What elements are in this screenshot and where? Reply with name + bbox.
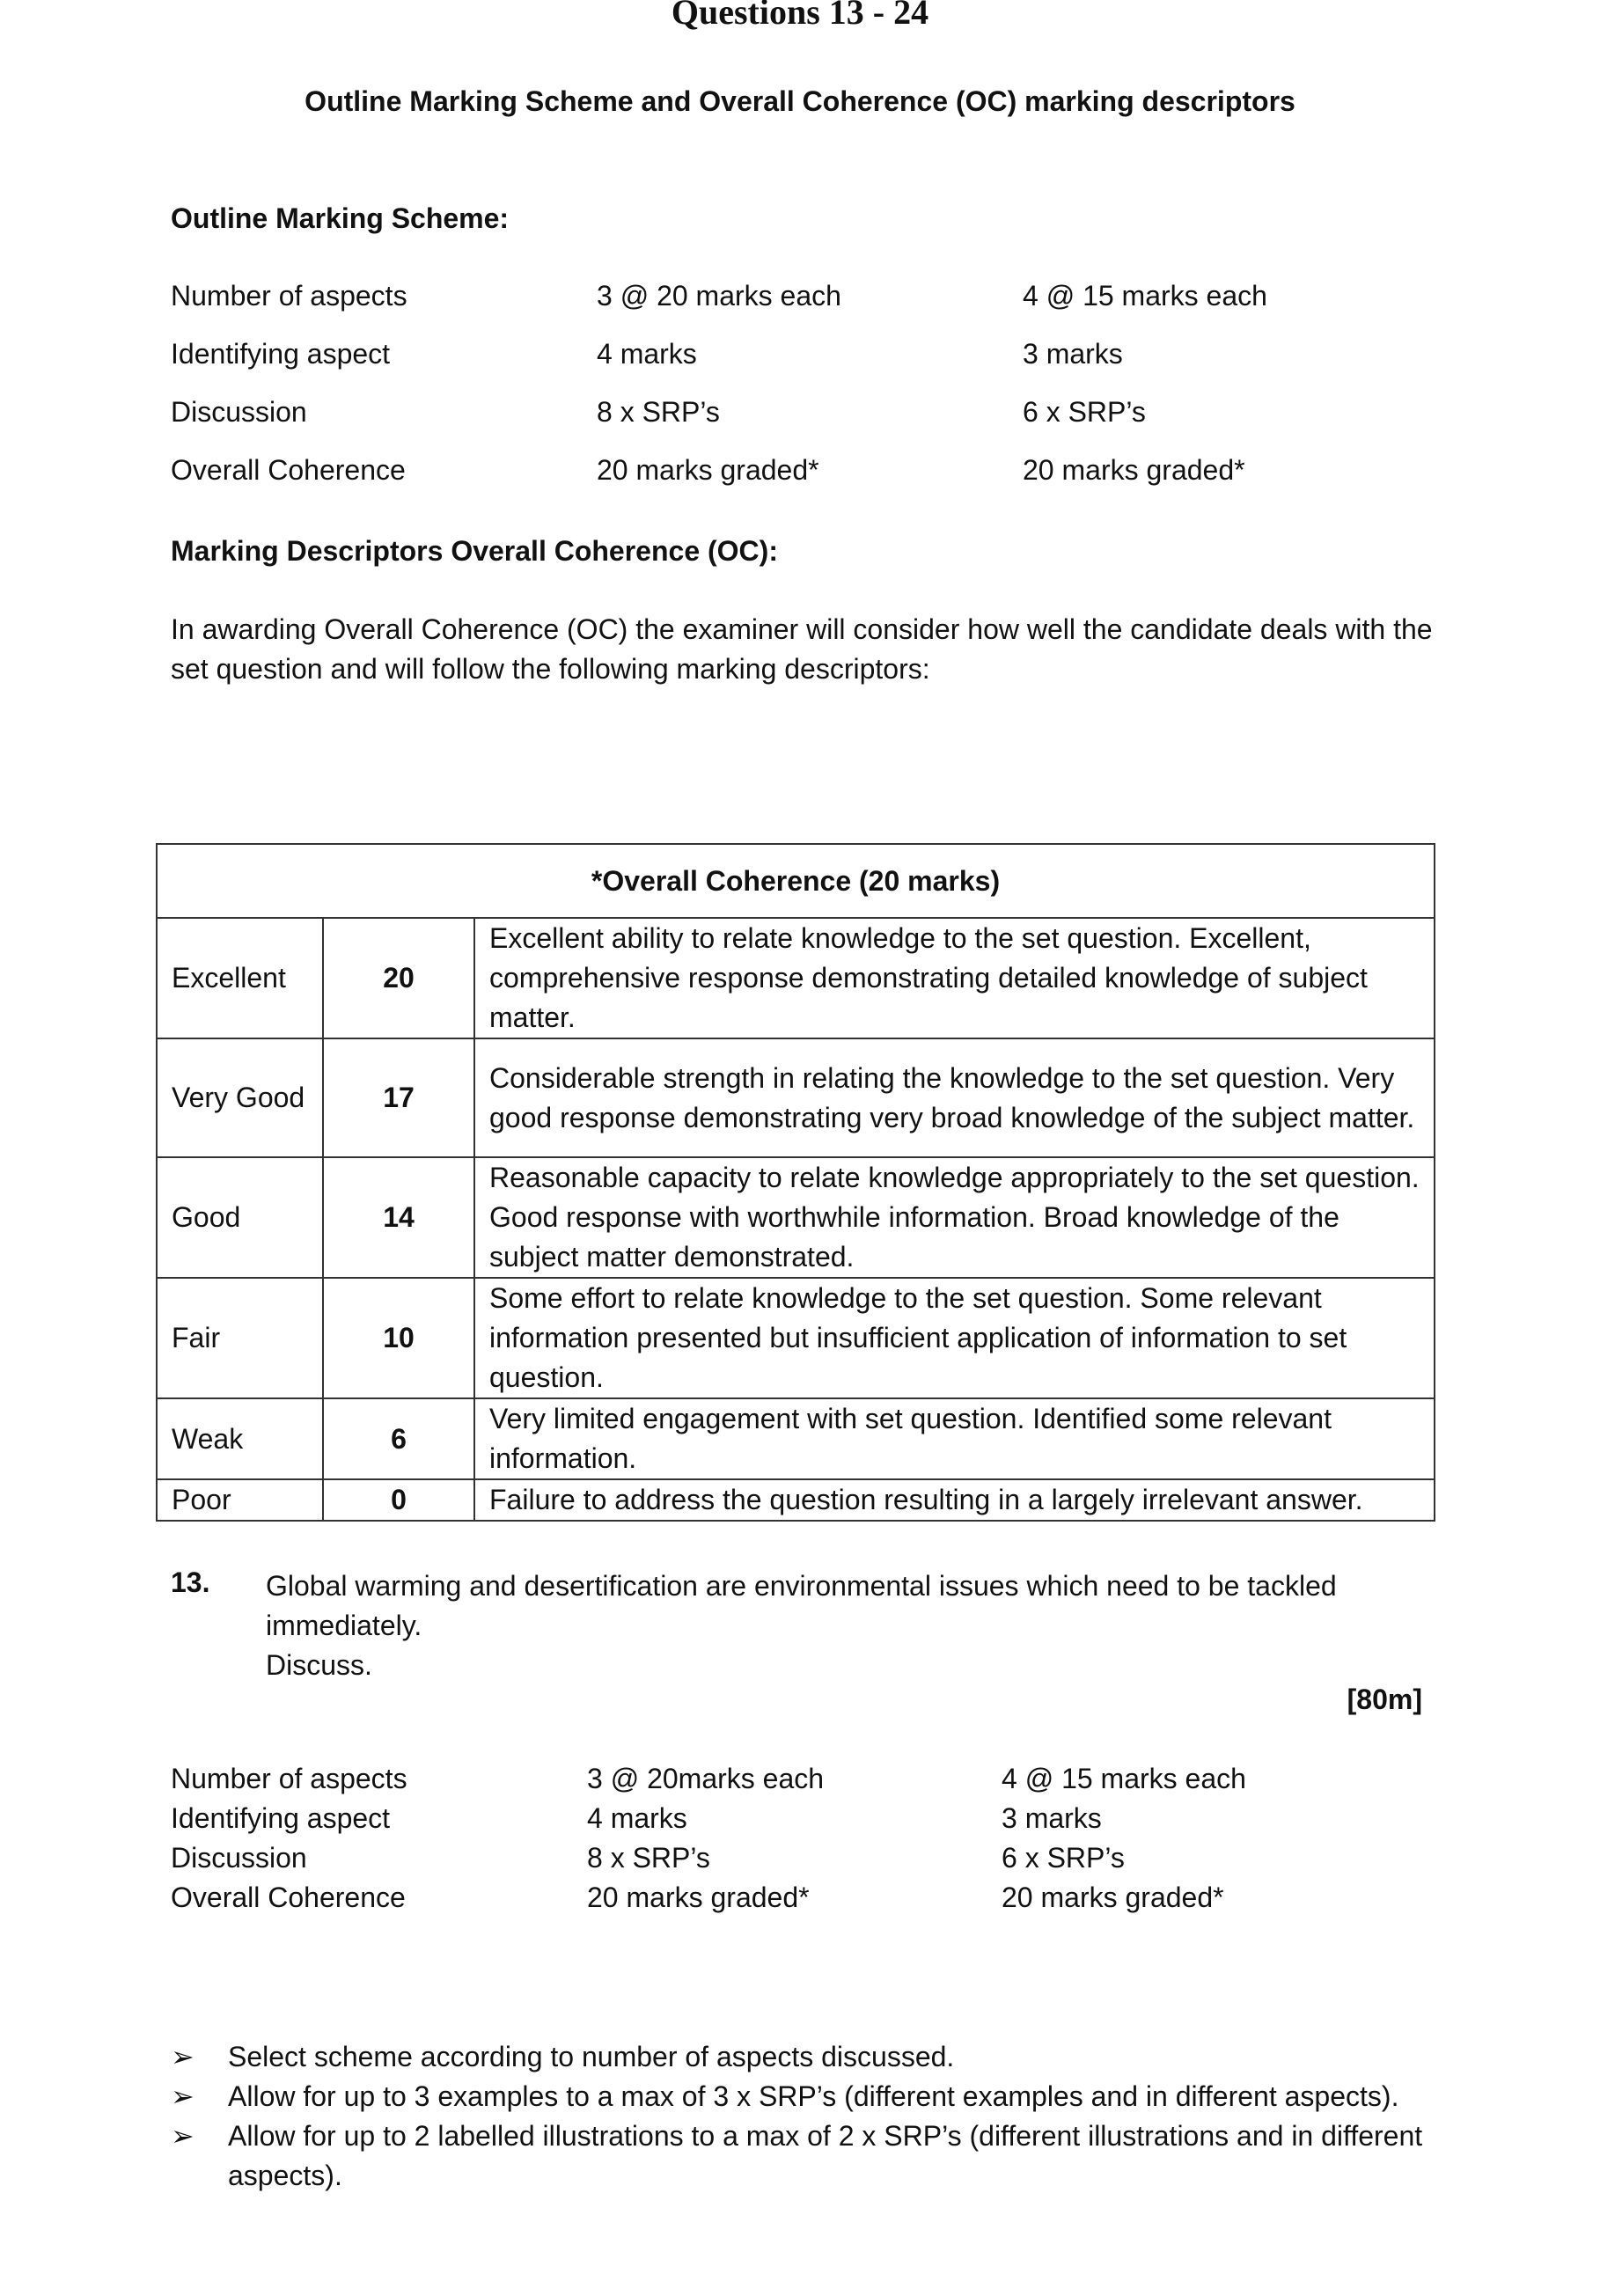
grade-cell: Very Good	[157, 1038, 323, 1157]
bullet-text: Allow for up to 2 labelled illustrations to a max of 2 x SRP’s (different illustrations and in different aspects).	[228, 2120, 1423, 2191]
mark-cell: 14	[323, 1157, 474, 1278]
scheme-cell: 6 x SRP’s	[1023, 396, 1146, 428]
overall-coherence-table	[156, 843, 1435, 1522]
scheme-cell: Number of aspects	[171, 1763, 407, 1794]
descriptor-cell: Considerable strength in relating the knowledge to the set question. Very good response demonstrating very broad knowledge of the subject matter.	[474, 1038, 1435, 1157]
arrow-bullet-icon: ➢	[171, 2120, 194, 2152]
scheme-cell: Overall Coherence	[171, 1882, 406, 1913]
list-item	[171, 2077, 1456, 2116]
scheme-cell: Discussion	[171, 396, 307, 428]
grade-cell: Excellent	[157, 918, 323, 1038]
scheme-cell: 4 @ 15 marks each	[1002, 1763, 1246, 1794]
scheme-cell: 3 marks	[1023, 338, 1123, 370]
grade-cell: Fair	[157, 1278, 323, 1398]
question-marks: [80m]	[1347, 1683, 1422, 1715]
scheme-cell: 4 marks	[587, 1802, 687, 1834]
bullet-text: Allow for up to 3 examples to a max of 3 x SRP’s (different examples and in different aspects).	[228, 2080, 1399, 2112]
guidance-bullet-list	[171, 2037, 1456, 2196]
descriptor-cell: Reasonable capacity to relate knowledge appropriately to the set question. Good response with worthwhile information. Broad knowledge of the subject matter demonstrated.	[474, 1157, 1435, 1278]
scheme-cell: 20 marks graded*	[597, 454, 819, 486]
table-row	[157, 918, 1435, 1038]
table-row	[157, 1038, 1435, 1157]
bullet-text: Select scheme according to number of aspects discussed.	[228, 2041, 955, 2072]
list-item	[171, 2116, 1456, 2196]
grade-cell: Poor	[157, 1479, 323, 1521]
scheme-cell: 20 marks graded*	[587, 1882, 810, 1913]
question-instruction: Discuss.	[266, 1649, 372, 1681]
scheme-cell: 4 @ 15 marks each	[1023, 280, 1267, 312]
scheme-cell: Discussion	[171, 1842, 307, 1874]
arrow-bullet-icon: ➢	[171, 2041, 194, 2072]
mark-cell: 0	[323, 1479, 474, 1521]
table-header: *Overall Coherence (20 marks)	[157, 844, 1435, 918]
arrow-bullet-icon: ➢	[171, 2080, 194, 2112]
table-row	[157, 1398, 1435, 1479]
grade-cell: Good	[157, 1157, 323, 1278]
table-row	[157, 1479, 1435, 1521]
scheme-cell: Number of aspects	[171, 280, 407, 312]
scheme-cell: 20 marks graded*	[1002, 1882, 1224, 1913]
scheme-cell: 4 marks	[597, 338, 697, 370]
question-text: Global warming and desertification are environmental issues which need to be tackled immediately.	[266, 1570, 1337, 1641]
descriptor-cell: Some effort to relate knowledge to the set question. Some relevant information presented but insufficient application of information to set question.	[474, 1278, 1435, 1398]
descriptors-label: Marking Descriptors Overall Coherence (OC):	[171, 535, 778, 567]
scheme-cell: 8 x SRP’s	[587, 1842, 710, 1874]
list-item	[171, 2037, 1456, 2077]
outline-scheme-label: Outline Marking Scheme:	[171, 202, 510, 234]
scheme-cell: 3 @ 20marks each	[587, 1763, 825, 1794]
intro-paragraph: In awarding Overall Coherence (OC) the examiner will consider how well the candidate deals with the set question and will follow the following marking descriptors:	[171, 613, 1433, 685]
mark-cell: 6	[323, 1398, 474, 1479]
scheme-cell: Identifying aspect	[171, 338, 391, 370]
grade-cell: Weak	[157, 1398, 323, 1479]
table-row	[157, 1157, 1435, 1278]
question-number: 13.	[171, 1566, 210, 1598]
mark-cell: 20	[323, 918, 474, 1038]
mark-cell: 10	[323, 1278, 474, 1398]
descriptor-cell: Failure to address the question resulting in a largely irrelevant answer.	[474, 1479, 1435, 1521]
scheme-cell: 3 marks	[1002, 1802, 1102, 1834]
question-text-block	[266, 1566, 1436, 1685]
descriptor-cell: Excellent ability to relate knowledge to the set question. Excellent, comprehensive response demonstrating detailed knowledge of subject matter.	[474, 918, 1435, 1038]
scheme-cell: 3 @ 20 marks each	[597, 280, 841, 312]
scheme-cell: 8 x SRP’s	[597, 396, 720, 428]
scheme-cell: Overall Coherence	[171, 454, 406, 486]
table-header-row	[157, 844, 1435, 918]
mark-cell: 17	[323, 1038, 474, 1157]
page-title: Questions 13 - 24	[671, 0, 929, 32]
descriptor-cell: Very limited engagement with set question. Identified some relevant information.	[474, 1398, 1435, 1479]
subheading: Outline Marking Scheme and Overall Coherence (OC) marking descriptors	[305, 85, 1295, 117]
scheme-cell: Identifying aspect	[171, 1802, 391, 1834]
table-row	[157, 1278, 1435, 1398]
scheme-cell: 20 marks graded*	[1023, 454, 1245, 486]
scheme-cell: 6 x SRP’s	[1002, 1842, 1125, 1874]
